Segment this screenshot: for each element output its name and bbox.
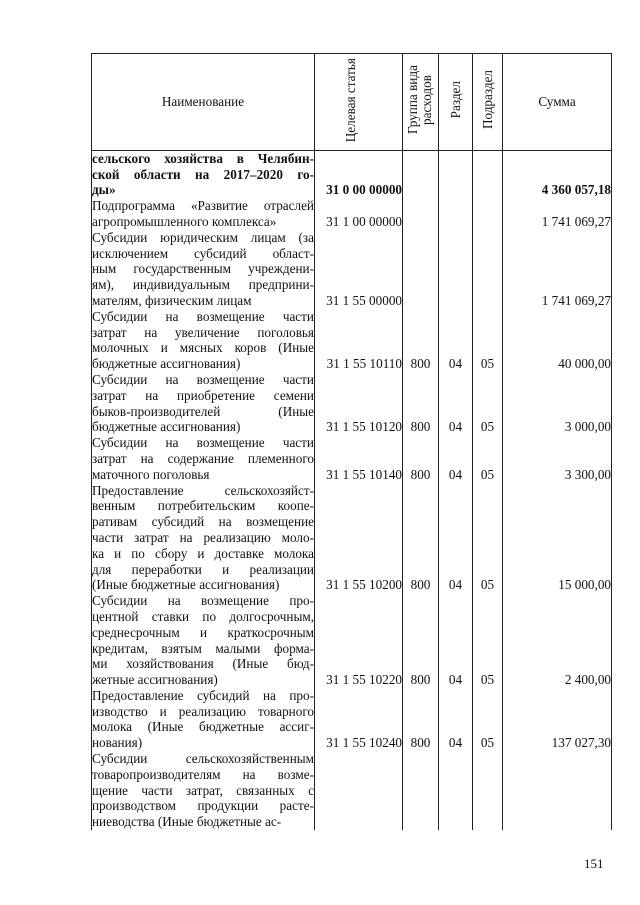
row-name-line: ным государственным учреждени- [92, 261, 314, 277]
row-section [439, 198, 473, 230]
row-name-line: ниеводства (Иные бюджетные ас- [92, 814, 282, 830]
row-name-line: сельского хозяйства в Челябин- [92, 150, 314, 166]
row-name-line: быков-производителей (Иные [92, 403, 314, 419]
row-target-code: 31 0 00 00000 [315, 150, 403, 198]
row-name-cell [92, 751, 315, 830]
budget-table [91, 53, 612, 830]
row-name-line: Подпрограмма «Развитие отраслей [92, 198, 314, 214]
row-expense-group: 800 [403, 688, 439, 751]
row-section [439, 751, 473, 830]
table-row [92, 150, 612, 198]
row-name-cell [92, 150, 315, 198]
row-section [439, 230, 473, 309]
row-name-line: среднесрочным и краткосрочным [92, 624, 314, 640]
row-section: 04 [439, 372, 473, 435]
row-name-line: кредитам, взятым малыми форма- [92, 640, 314, 656]
row-name-line: молока (Иные бюджетные ассиг- [92, 719, 314, 735]
row-name-line: части затрат на реализацию моло- [92, 529, 314, 545]
row-section: 04 [439, 593, 473, 688]
table-row [92, 483, 612, 594]
row-name-cell [92, 688, 315, 751]
page-number: 151 [584, 856, 604, 871]
row-name-line: ской области на 2017–2020 го- [92, 166, 314, 182]
row-name-line: маточного поголовья [92, 466, 210, 482]
row-sum: 3 000,00 [503, 372, 612, 435]
row-name-cell [92, 483, 315, 594]
row-expense-group: 800 [403, 309, 439, 372]
table-row [92, 230, 612, 309]
row-sum: 40 000,00 [503, 309, 612, 372]
row-name-line: ды» [92, 182, 116, 198]
row-name-line: венным потребительским коопе- [92, 498, 314, 514]
row-name-line: ми хозяйствования (Иные бюд- [92, 656, 314, 672]
row-name-line: ративам субсидий на возмещение [92, 514, 314, 530]
row-section [439, 150, 473, 198]
row-name-line: Субсидии сельскохозяйственным [92, 751, 314, 767]
row-expense-group [403, 150, 439, 198]
row-name-line: жетные ассигнования) [92, 672, 218, 688]
row-sum: 15 000,00 [503, 483, 612, 594]
row-expense-group [403, 198, 439, 230]
row-name-line: исключением субсидий област- [92, 245, 314, 261]
row-section: 04 [439, 309, 473, 372]
row-name-line: для переработки и реализации [92, 561, 314, 577]
row-target-code: 31 1 55 10110 [315, 309, 403, 372]
header-target-article: Целевая статья [315, 54, 403, 151]
row-name-line: ям), индивидуальным предприни- [92, 277, 314, 293]
row-target-code [315, 751, 403, 830]
row-target-code: 31 1 55 10240 [315, 688, 403, 751]
row-expense-group: 800 [403, 372, 439, 435]
table-row [92, 751, 612, 830]
row-name-cell [92, 372, 315, 435]
row-name-line: мателям, физическим лицам [92, 292, 252, 308]
table-row [92, 198, 612, 230]
row-sum: 2 400,00 [503, 593, 612, 688]
row-subsection [473, 198, 503, 230]
row-name-line: Субсидии юридическим лицам (за [92, 229, 314, 245]
header-name: Наименование [92, 54, 315, 151]
row-name-line: Субсидии на возмещение части [92, 435, 314, 451]
row-sum [503, 751, 612, 830]
row-name-line: ка и по сбору и доставке молока [92, 545, 314, 561]
row-target-code: 31 1 55 10200 [315, 483, 403, 594]
row-sum: 137 027,30 [503, 688, 612, 751]
row-name-line: затрат на приобретение семени [92, 387, 314, 403]
row-sum: 3 300,00 [503, 435, 612, 482]
row-target-code: 31 1 55 10140 [315, 435, 403, 482]
row-subsection: 05 [473, 435, 503, 482]
row-subsection: 05 [473, 372, 503, 435]
row-name-line: молочных и мясных коров (Иные [92, 340, 314, 356]
row-target-code: 31 1 55 00000 [315, 230, 403, 309]
row-subsection: 05 [473, 483, 503, 594]
row-name-cell [92, 593, 315, 688]
row-subsection: 05 [473, 309, 503, 372]
row-name-line: изводство и реализацию товарного [92, 703, 314, 719]
row-sum: 1 741 069,27 [503, 198, 612, 230]
row-name-cell [92, 435, 315, 482]
row-name-line: нования) [92, 735, 143, 751]
row-target-code: 31 1 00 00000 [315, 198, 403, 230]
row-subsection [473, 150, 503, 198]
table-row [92, 435, 612, 482]
header-section: Раздел [439, 54, 473, 151]
row-section: 04 [439, 435, 473, 482]
row-name-line: щение части затрат, связанных с [92, 782, 314, 798]
row-name-line: центной ставки по долгосрочным, [92, 608, 314, 624]
row-name-line: товаропроизводителям на возме- [92, 766, 314, 782]
table-row [92, 309, 612, 372]
row-name-line: Субсидии на возмещение части [92, 308, 314, 324]
row-name-line: производством продукции расте- [92, 798, 314, 814]
header-expense-group: Группа вида расходов [403, 54, 439, 151]
row-name-line: затрат на содержание племенного [92, 450, 314, 466]
row-name-line: Предоставление субсидий на про- [92, 687, 314, 703]
row-subsection [473, 230, 503, 309]
table-row [92, 688, 612, 751]
row-name-line: Субсидии на возмещение части [92, 371, 314, 387]
row-name-cell [92, 198, 315, 230]
row-subsection [473, 751, 503, 830]
row-name-cell [92, 230, 315, 309]
row-sum: 1 741 069,27 [503, 230, 612, 309]
header-sum: Сумма [503, 54, 612, 151]
row-name-line: затрат на увеличение поголовья [92, 324, 314, 340]
row-section: 04 [439, 483, 473, 594]
row-section: 04 [439, 688, 473, 751]
row-subsection: 05 [473, 688, 503, 751]
table-row [92, 593, 612, 688]
row-name-line: (Иные бюджетные ассигнования) [92, 577, 280, 593]
header-subsection: Подраздел [473, 54, 503, 151]
row-target-code: 31 1 55 10220 [315, 593, 403, 688]
row-name-cell [92, 309, 315, 372]
row-expense-group [403, 751, 439, 830]
row-name-line: агропромышленного комплекса» [92, 213, 277, 229]
row-expense-group: 800 [403, 483, 439, 594]
table-row [92, 372, 612, 435]
row-name-line: бюджетные ассигнования) [92, 356, 241, 372]
row-target-code: 31 1 55 10120 [315, 372, 403, 435]
row-name-line: бюджетные ассигнования) [92, 419, 241, 435]
row-name-line: Предоставление сельскохозяйст- [92, 482, 314, 498]
row-expense-group: 800 [403, 435, 439, 482]
row-subsection: 05 [473, 593, 503, 688]
table-header-row [92, 54, 612, 151]
row-name-line: Субсидии на возмещение про- [92, 593, 314, 609]
row-expense-group: 800 [403, 593, 439, 688]
row-sum: 4 360 057,18 [503, 150, 612, 198]
row-expense-group [403, 230, 439, 309]
